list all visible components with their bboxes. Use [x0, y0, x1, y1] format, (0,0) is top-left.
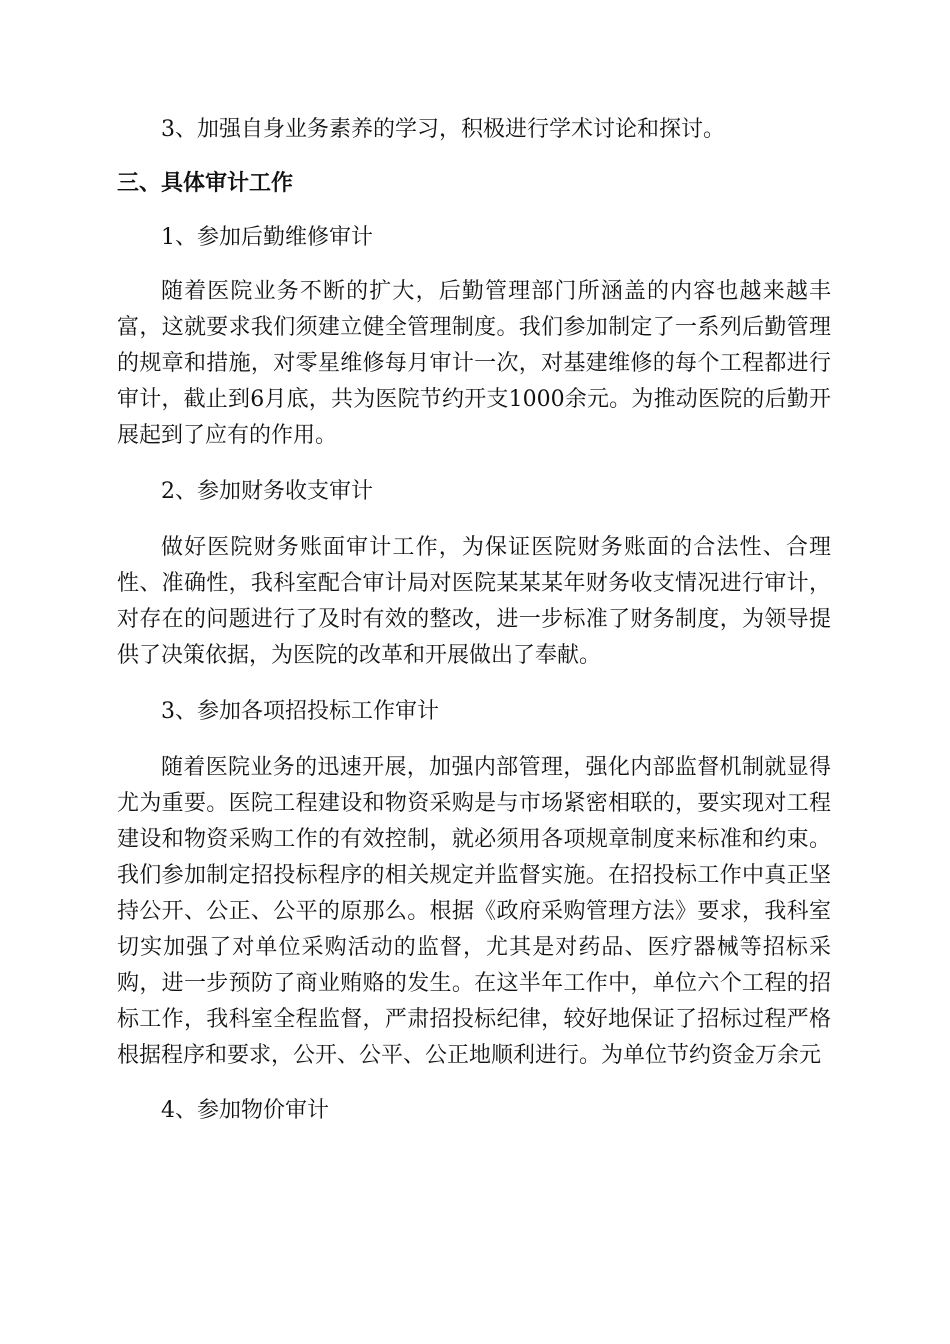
paragraph-body-logistics: 随着医院业务不断的扩大，后勤管理部门所涵盖的内容也越来越丰富，这就要求我们须建立健全管理制度。我们参加制定了一系列后勤管理的规章和措施，对零星维修每月审计一次，对基建维修的每个工程都进行审计，截止到6月底，共为医院节约开支1000余元。为推动医院的后勤开展起到了应有的作用。 [117, 279, 831, 448]
paragraph-body-finance: 做好医院财务账面审计工作，为保证医院财务账面的合法性、合理性、准确性，我科室配合审计局对医院某某某年财务收支情况进行审计，对存在的问题进行了及时有效的整改，进一步标准了财务制度，为领导提供了决策依据，为医院的改革和开展做出了奉献。 [117, 535, 831, 668]
paragraph-item-4-pricing: 4、参加物价审计 [161, 1098, 329, 1123]
paragraph-item-2-finance: 2、参加财务收支审计 [161, 479, 373, 504]
section-heading-audit-work: 三、具体审计工作 [117, 171, 294, 196]
document-body [117, 112, 831, 1129]
paragraph-item-3-bidding: 3、参加各项招投标工作审计 [161, 699, 439, 724]
paragraph-item-3-learning: 3、加强自身业务素养的学习，积极进行学术讨论和探讨。 [161, 117, 725, 142]
paragraph-item-1-logistics: 1、参加后勤维修审计 [161, 225, 373, 250]
paragraph-body-bidding: 随着医院业务的迅速开展，加强内部管理，强化内部监督机制就显得尤为重要。医院工程建设和物资采购是与市场紧密相联的，要实现对工程建设和物资采购工作的有效控制，就必须用各项规章制度来标准和约束。我们参加制定招投标程序的相关规定并监督实施。在招投标工作中真正坚持公开、公正、公平的原那么。根据《政府采购管理方法》要求，我科室切实加强了对单位采购活动的监督，尤其是对药品、医疗器械等招标采购，进一步预防了商业贿赂的发生。在这半年工作中，单位六个工程的招标工作，我科室全程监督，严肃招投标纪律，较好地保证了招标过程严格根据程序和要求，公开、公平、公正地顺利进行。为单位节约资金万余元 [117, 755, 831, 1068]
